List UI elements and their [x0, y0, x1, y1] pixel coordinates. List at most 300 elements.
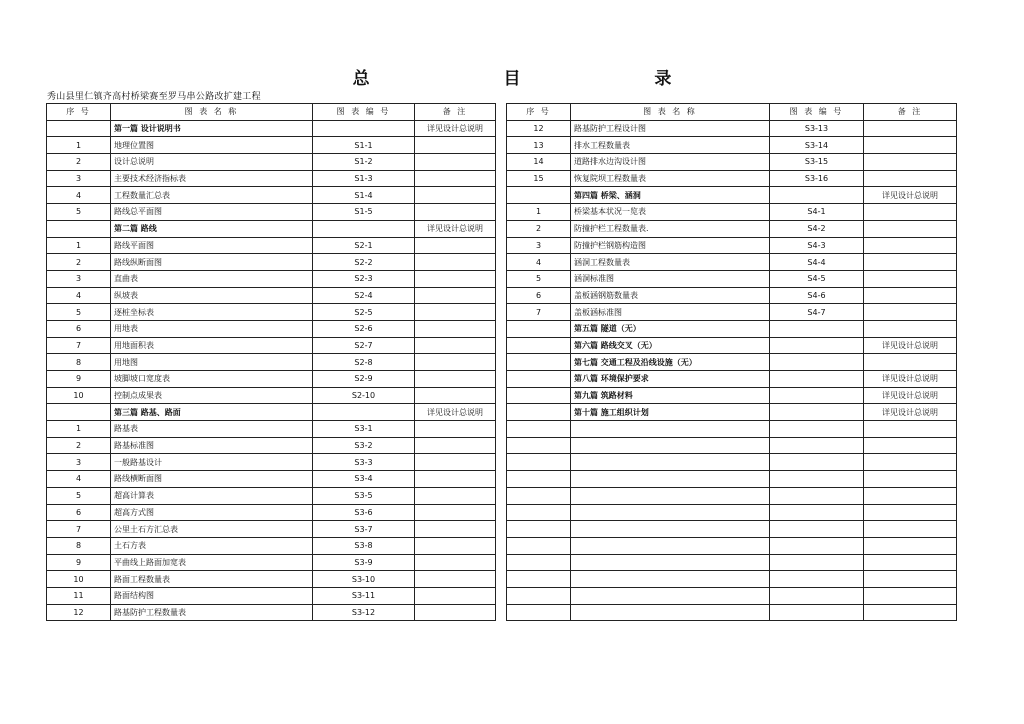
- seq-cell: 3: [47, 270, 111, 287]
- name-cell: 路线总平面图: [111, 204, 313, 221]
- seq-cell: 4: [47, 287, 111, 304]
- table-row: [47, 471, 496, 488]
- note-cell: [864, 320, 957, 337]
- code-cell: S3-12: [313, 604, 415, 621]
- name-cell: 路基防护工程数量表: [111, 604, 313, 621]
- note-cell: [864, 237, 957, 254]
- table-row: [47, 304, 496, 321]
- name-cell: 第三篇 路基、路面: [111, 404, 313, 421]
- note-cell: [415, 337, 496, 354]
- table-row: [47, 154, 496, 171]
- seq-cell: 4: [507, 254, 571, 271]
- code-cell: [770, 187, 864, 204]
- seq-cell: 12: [47, 604, 111, 621]
- code-cell: S3-3: [313, 454, 415, 471]
- seq-cell: [507, 571, 571, 588]
- seq-cell: 15: [507, 170, 571, 187]
- name-cell: 地理位置图: [111, 137, 313, 154]
- code-cell: [770, 421, 864, 438]
- note-cell: [415, 254, 496, 271]
- seq-cell: 1: [47, 237, 111, 254]
- section-row: [507, 320, 957, 337]
- name-cell: [571, 604, 770, 621]
- table-row: [507, 154, 957, 171]
- table-row: [507, 204, 957, 221]
- name-cell: 桥梁基本状况一览表: [571, 204, 770, 221]
- seq-cell: 1: [507, 204, 571, 221]
- seq-cell: 2: [47, 437, 111, 454]
- name-cell: 用地面积表: [111, 337, 313, 354]
- note-cell: [864, 287, 957, 304]
- name-cell: 道路排水边沟设计图: [571, 154, 770, 171]
- note-cell: [864, 587, 957, 604]
- code-cell: S3-9: [313, 554, 415, 571]
- header-seq: 序 号: [507, 104, 571, 121]
- seq-cell: [507, 487, 571, 504]
- note-cell: [415, 571, 496, 588]
- note-cell: [415, 287, 496, 304]
- note-cell: [415, 504, 496, 521]
- name-cell: 公里土石方汇总表: [111, 521, 313, 538]
- seq-cell: 5: [47, 204, 111, 221]
- name-cell: 第一篇 设计说明书: [111, 120, 313, 137]
- seq-cell: 11: [47, 587, 111, 604]
- table-row: [47, 587, 496, 604]
- code-cell: S3-13: [770, 120, 864, 137]
- section-row: [507, 354, 957, 371]
- seq-cell: 1: [47, 137, 111, 154]
- seq-cell: 3: [507, 237, 571, 254]
- section-row: [47, 220, 496, 237]
- note-cell: [864, 270, 957, 287]
- seq-cell: 10: [47, 387, 111, 404]
- name-cell: 设计总说明: [111, 154, 313, 171]
- table-row: [47, 487, 496, 504]
- header-row: [507, 104, 957, 121]
- name-cell: [571, 504, 770, 521]
- code-cell: [770, 471, 864, 488]
- name-cell: [571, 554, 770, 571]
- note-cell: [864, 154, 957, 171]
- header-code: 图 表 编 号: [770, 104, 864, 121]
- code-cell: S3-6: [313, 504, 415, 521]
- name-cell: 路基表: [111, 421, 313, 438]
- name-cell: 平曲线上路面加宽表: [111, 554, 313, 571]
- table-row: [507, 287, 957, 304]
- note-cell: [415, 521, 496, 538]
- name-cell: 超高方式图: [111, 504, 313, 521]
- table-row: [507, 537, 957, 554]
- section-row: [507, 187, 957, 204]
- table-row: [507, 587, 957, 604]
- section-row: [47, 120, 496, 137]
- header-note: 备 注: [415, 104, 496, 121]
- table-row: [47, 170, 496, 187]
- seq-cell: [507, 504, 571, 521]
- code-cell: S3-5: [313, 487, 415, 504]
- note-cell: [415, 237, 496, 254]
- seq-cell: 14: [507, 154, 571, 171]
- table-row: [47, 437, 496, 454]
- table-row: [47, 270, 496, 287]
- name-cell: 路基标准图: [111, 437, 313, 454]
- name-cell: [571, 587, 770, 604]
- note-cell: [415, 454, 496, 471]
- code-cell: S2-8: [313, 354, 415, 371]
- note-cell: [415, 554, 496, 571]
- table-row: [47, 454, 496, 471]
- code-cell: S4-3: [770, 237, 864, 254]
- name-cell: 第十篇 施工组织计划: [571, 404, 770, 421]
- table-row: [507, 254, 957, 271]
- code-cell: S1-1: [313, 137, 415, 154]
- note-cell: [415, 537, 496, 554]
- table-row: [47, 237, 496, 254]
- seq-cell: [507, 337, 571, 354]
- name-cell: 直曲表: [111, 270, 313, 287]
- table-row: [507, 521, 957, 538]
- section-row: [507, 404, 957, 421]
- code-cell: S4-4: [770, 254, 864, 271]
- seq-cell: [47, 120, 111, 137]
- note-cell: [864, 137, 957, 154]
- code-cell: [770, 454, 864, 471]
- name-cell: 第八篇 环境保护要求: [571, 371, 770, 388]
- name-cell: 路线纵断面图: [111, 254, 313, 271]
- header-name: 图 表 名 称: [111, 104, 313, 121]
- note-cell: [864, 304, 957, 321]
- name-cell: 土石方表: [111, 537, 313, 554]
- code-cell: [770, 554, 864, 571]
- seq-cell: 6: [47, 320, 111, 337]
- code-cell: S3-15: [770, 154, 864, 171]
- name-cell: 用地图: [111, 354, 313, 371]
- note-cell: [864, 454, 957, 471]
- name-cell: 控制点成果表: [111, 387, 313, 404]
- table-row: [47, 521, 496, 538]
- table-row: [47, 504, 496, 521]
- name-cell: 第五篇 隧道（无）: [571, 320, 770, 337]
- name-cell: 坡脚坡口宽度表: [111, 371, 313, 388]
- seq-cell: 6: [507, 287, 571, 304]
- code-cell: S1-4: [313, 187, 415, 204]
- note-cell: [415, 304, 496, 321]
- note-cell: [864, 537, 957, 554]
- name-cell: 路线平面图: [111, 237, 313, 254]
- note-cell: [864, 254, 957, 271]
- code-cell: [770, 404, 864, 421]
- code-cell: S1-2: [313, 154, 415, 171]
- name-cell: [571, 521, 770, 538]
- note-cell: [415, 354, 496, 371]
- note-cell: [415, 421, 496, 438]
- table-row: [507, 554, 957, 571]
- seq-cell: 4: [47, 187, 111, 204]
- note-cell: [415, 170, 496, 187]
- seq-cell: [507, 521, 571, 538]
- section-row: [47, 404, 496, 421]
- note-cell: [415, 320, 496, 337]
- note-cell: [864, 204, 957, 221]
- code-cell: [770, 537, 864, 554]
- name-cell: 恢复院坝工程数量表: [571, 170, 770, 187]
- note-cell: [415, 154, 496, 171]
- note-cell: [415, 487, 496, 504]
- table-row: [507, 471, 957, 488]
- note-cell: [864, 437, 957, 454]
- table-row: [507, 421, 957, 438]
- name-cell: [571, 487, 770, 504]
- note-cell: [864, 170, 957, 187]
- code-cell: [770, 487, 864, 504]
- table-row: [507, 604, 957, 621]
- seq-cell: 8: [47, 354, 111, 371]
- table-row: [507, 237, 957, 254]
- note-cell: 详见设计总说明: [415, 120, 496, 137]
- note-cell: [864, 521, 957, 538]
- table-row: [507, 304, 957, 321]
- seq-cell: 2: [47, 254, 111, 271]
- note-cell: [864, 604, 957, 621]
- section-row: [507, 387, 957, 404]
- seq-cell: 7: [47, 337, 111, 354]
- code-cell: S1-3: [313, 170, 415, 187]
- code-cell: S2-5: [313, 304, 415, 321]
- table-row: [47, 421, 496, 438]
- code-cell: [770, 371, 864, 388]
- code-cell: S3-7: [313, 521, 415, 538]
- note-cell: [864, 504, 957, 521]
- code-cell: [770, 587, 864, 604]
- seq-cell: [507, 537, 571, 554]
- name-cell: 防撞护栏钢筋构造图: [571, 237, 770, 254]
- seq-cell: 2: [507, 220, 571, 237]
- seq-cell: [507, 604, 571, 621]
- note-cell: 详见设计总说明: [864, 337, 957, 354]
- seq-cell: 4: [47, 471, 111, 488]
- seq-cell: 1: [47, 421, 111, 438]
- code-cell: [313, 404, 415, 421]
- code-cell: S3-11: [313, 587, 415, 604]
- name-cell: 路线横断面图: [111, 471, 313, 488]
- note-cell: [864, 571, 957, 588]
- table-row: [507, 571, 957, 588]
- code-cell: S3-14: [770, 137, 864, 154]
- code-cell: S2-1: [313, 237, 415, 254]
- note-cell: [415, 471, 496, 488]
- seq-cell: [507, 371, 571, 388]
- seq-cell: [507, 320, 571, 337]
- table-row: [47, 571, 496, 588]
- seq-cell: 5: [47, 487, 111, 504]
- note-cell: [415, 204, 496, 221]
- catalog-table-left: [46, 103, 496, 621]
- table-row: [507, 137, 957, 154]
- note-cell: [864, 354, 957, 371]
- seq-cell: [47, 220, 111, 237]
- note-cell: [415, 604, 496, 621]
- name-cell: [571, 537, 770, 554]
- name-cell: 第九篇 筑路材料: [571, 387, 770, 404]
- name-cell: 路面结构图: [111, 587, 313, 604]
- seq-cell: 3: [47, 170, 111, 187]
- code-cell: [770, 354, 864, 371]
- note-cell: [415, 371, 496, 388]
- code-cell: S4-5: [770, 270, 864, 287]
- seq-cell: [507, 387, 571, 404]
- name-cell: 防撞护栏工程数量表.: [571, 220, 770, 237]
- name-cell: 主要技术经济指标表: [111, 170, 313, 187]
- table-row: [507, 220, 957, 237]
- code-cell: S4-1: [770, 204, 864, 221]
- name-cell: [571, 421, 770, 438]
- code-cell: S2-7: [313, 337, 415, 354]
- code-cell: S3-8: [313, 537, 415, 554]
- seq-cell: [507, 187, 571, 204]
- code-cell: S1-5: [313, 204, 415, 221]
- code-cell: S3-10: [313, 571, 415, 588]
- note-cell: [415, 587, 496, 604]
- name-cell: 工程数量汇总表: [111, 187, 313, 204]
- seq-cell: [507, 404, 571, 421]
- section-row: [507, 337, 957, 354]
- section-row: [507, 371, 957, 388]
- code-cell: S2-2: [313, 254, 415, 271]
- name-cell: 排水工程数量表: [571, 137, 770, 154]
- code-cell: S3-16: [770, 170, 864, 187]
- note-cell: 详见设计总说明: [864, 371, 957, 388]
- note-cell: [415, 387, 496, 404]
- seq-cell: [507, 437, 571, 454]
- name-cell: [571, 471, 770, 488]
- code-cell: S2-9: [313, 371, 415, 388]
- name-cell: 第二篇 路线: [111, 220, 313, 237]
- name-cell: [571, 437, 770, 454]
- note-cell: 详见设计总说明: [415, 220, 496, 237]
- table-row: [47, 354, 496, 371]
- code-cell: [770, 337, 864, 354]
- code-cell: [770, 504, 864, 521]
- table-row: [47, 337, 496, 354]
- code-cell: [770, 521, 864, 538]
- project-name: 秀山县里仁镇齐高村桥梁赛至罗马串公路改扩建工程: [47, 92, 261, 102]
- seq-cell: [507, 454, 571, 471]
- code-cell: S4-2: [770, 220, 864, 237]
- seq-cell: [507, 554, 571, 571]
- note-cell: [864, 421, 957, 438]
- name-cell: 超高计算表: [111, 487, 313, 504]
- code-cell: S4-6: [770, 287, 864, 304]
- name-cell: 一般路基设计: [111, 454, 313, 471]
- note-cell: [415, 187, 496, 204]
- seq-cell: 3: [47, 454, 111, 471]
- note-cell: [415, 437, 496, 454]
- name-cell: 涵洞标准图: [571, 270, 770, 287]
- code-cell: S2-3: [313, 270, 415, 287]
- table-row: [47, 287, 496, 304]
- table-row: [47, 137, 496, 154]
- note-cell: [864, 120, 957, 137]
- table-row: [47, 371, 496, 388]
- table-row: [507, 454, 957, 471]
- catalog-table-right: [506, 103, 957, 621]
- note-cell: [864, 487, 957, 504]
- name-cell: 第六篇 路线交叉（无）: [571, 337, 770, 354]
- seq-cell: 5: [47, 304, 111, 321]
- seq-cell: 12: [507, 120, 571, 137]
- code-cell: [313, 120, 415, 137]
- code-cell: [313, 220, 415, 237]
- table-row: [47, 320, 496, 337]
- seq-cell: 2: [47, 154, 111, 171]
- name-cell: 盖板涵标准图: [571, 304, 770, 321]
- table-row: [507, 437, 957, 454]
- code-cell: S3-2: [313, 437, 415, 454]
- table-row: [507, 487, 957, 504]
- page-title: 总 目 录: [352, 69, 736, 89]
- code-cell: S2-4: [313, 287, 415, 304]
- seq-cell: [507, 354, 571, 371]
- table-row: [507, 504, 957, 521]
- seq-cell: 8: [47, 537, 111, 554]
- code-cell: S4-7: [770, 304, 864, 321]
- header-code: 图 表 编 号: [313, 104, 415, 121]
- code-cell: [770, 387, 864, 404]
- note-cell: [864, 220, 957, 237]
- code-cell: [770, 320, 864, 337]
- table-row: [47, 204, 496, 221]
- note-cell: 详见设计总说明: [864, 187, 957, 204]
- code-cell: S2-6: [313, 320, 415, 337]
- seq-cell: 9: [47, 371, 111, 388]
- seq-cell: [507, 471, 571, 488]
- note-cell: [415, 270, 496, 287]
- header-seq: 序 号: [47, 104, 111, 121]
- code-cell: [770, 604, 864, 621]
- code-cell: S3-4: [313, 471, 415, 488]
- table-row: [47, 187, 496, 204]
- seq-cell: 7: [47, 521, 111, 538]
- note-cell: 详见设计总说明: [864, 404, 957, 421]
- name-cell: 第七篇 交通工程及沿线设施（无）: [571, 354, 770, 371]
- seq-cell: 10: [47, 571, 111, 588]
- code-cell: S3-1: [313, 421, 415, 438]
- seq-cell: [507, 587, 571, 604]
- name-cell: 涵洞工程数量表: [571, 254, 770, 271]
- seq-cell: [47, 404, 111, 421]
- name-cell: 第四篇 桥梁、涵洞: [571, 187, 770, 204]
- code-cell: [770, 437, 864, 454]
- name-cell: 纵坡表: [111, 287, 313, 304]
- seq-cell: [507, 421, 571, 438]
- table-row: [47, 604, 496, 621]
- note-cell: [864, 471, 957, 488]
- seq-cell: 6: [47, 504, 111, 521]
- name-cell: 用地表: [111, 320, 313, 337]
- header-row: [47, 104, 496, 121]
- note-cell: [864, 554, 957, 571]
- table-row: [507, 170, 957, 187]
- name-cell: 逐桩坐标表: [111, 304, 313, 321]
- table-row: [47, 537, 496, 554]
- note-cell: [415, 137, 496, 154]
- note-cell: 详见设计总说明: [415, 404, 496, 421]
- note-cell: 详见设计总说明: [864, 387, 957, 404]
- header-note: 备 注: [864, 104, 957, 121]
- table-row: [47, 387, 496, 404]
- table-row: [47, 554, 496, 571]
- table-row: [507, 120, 957, 137]
